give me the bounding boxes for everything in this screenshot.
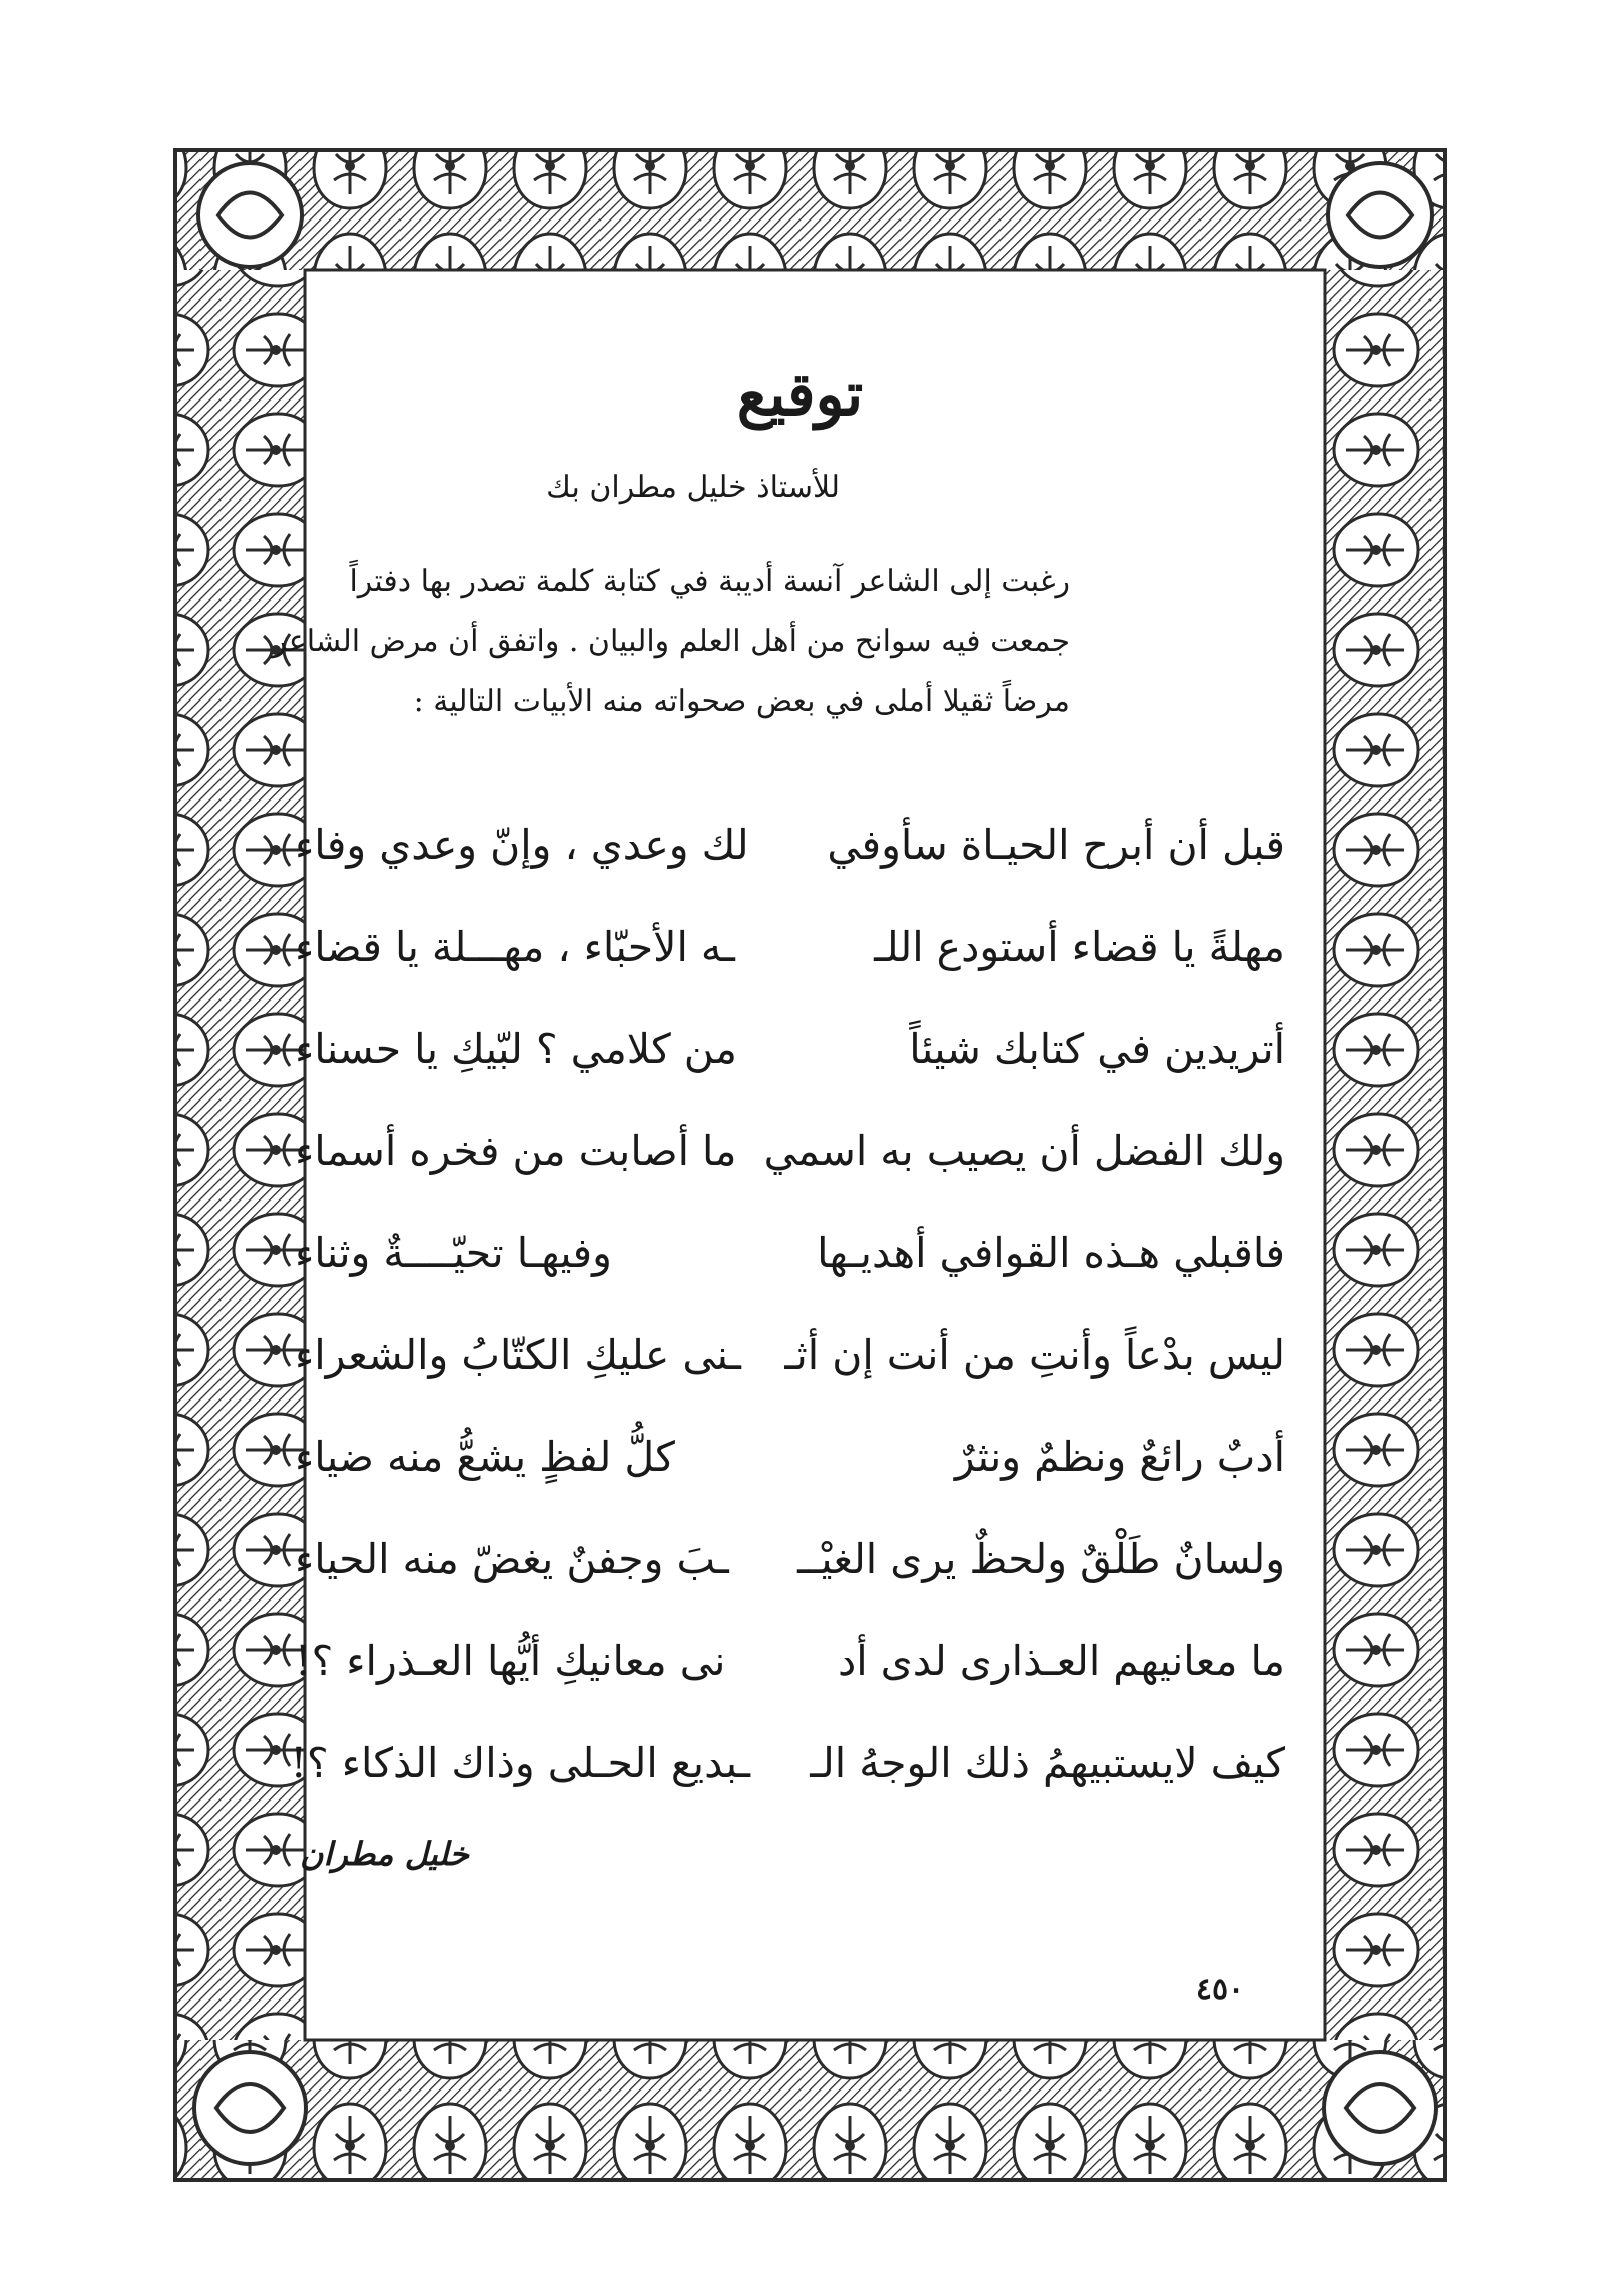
verse	[290, 1718, 1285, 1808]
verse	[295, 902, 1285, 992]
verse	[295, 1616, 1285, 1706]
verse-first-hemistich: ليس بدْعاً وأنتِ من أنت إن أثـ	[784, 1331, 1285, 1379]
verse-second-hemistich: لك وعدي ، وإنّ وعدي وفاء	[295, 821, 749, 869]
verse-second-hemistich: ـبديع الحـلى وذاك الذكاء ؟!	[290, 1739, 750, 1787]
verse-first-hemistich: فاقبلي هـذه القوافي أهديـها	[817, 1229, 1285, 1277]
verse	[295, 1514, 1285, 1604]
verse-first-hemistich: قبل أن أبرح الحيـاة سأوفي	[827, 821, 1285, 869]
verse	[295, 1004, 1285, 1094]
verse-second-hemistich: كلُّ لفظٍ يشعُّ منه ضياء	[295, 1433, 675, 1481]
verse-first-hemistich: ولك الفضل أن يصيب به اسمي	[763, 1127, 1285, 1175]
verse-second-hemistich: ما أصابت من فخره أسماء	[295, 1127, 737, 1175]
verse-second-hemistich: ـه الأحبّاء ، مهـــلة يا قضاء	[295, 923, 735, 971]
intro-line: مرضاً ثقيلا أملى في بعض صحواته منه الأبيات التالية :	[413, 684, 1070, 719]
verse-first-hemistich: ولسانٌ طَلْقٌ ولحظٌ يرى الغيْــ	[797, 1535, 1285, 1583]
verse	[295, 1412, 1285, 1502]
verse-second-hemistich: ـنى عليكِ الكتّابُ والشعراء	[295, 1331, 741, 1379]
page-number: ٤٥٠	[1195, 1972, 1245, 2007]
verse-first-hemistich: أتريدين في كتابك شيئاً	[909, 1025, 1285, 1073]
verse-first-hemistich: مهلةً يا قضاء أستودع اللـ	[874, 923, 1285, 971]
verse-second-hemistich: وفيهـا تحيّــــةٌ وثناء	[295, 1229, 612, 1277]
verse-second-hemistich: من كلامي ؟ لبّيكِ يا حسناء	[295, 1025, 737, 1073]
intro-line: رغبت إلى الشاعر آنسة أديبة في كتابة كلمة تصدر بها دفتراً	[349, 564, 1070, 599]
verse-first-hemistich: أدبٌ رائعٌ ونظمٌ ونثرٌ	[954, 1433, 1285, 1481]
verse-first-hemistich: كيف لايستبيهمُ ذلك الوجهُ الـ	[810, 1739, 1285, 1787]
verse-first-hemistich: ما معانيهم العـذارى لدى أد	[837, 1637, 1285, 1685]
verse	[295, 1208, 1285, 1298]
author-signature: خليل مطران	[300, 1835, 469, 1873]
verse-second-hemistich: ـبَ وجفنٌ يغضّ منه الحياء	[295, 1535, 729, 1583]
verse-second-hemistich: نى معانيكِ أيُّها العـذراء ؟!	[295, 1637, 726, 1685]
verse	[295, 1106, 1285, 1196]
page-title: توقيع	[736, 360, 864, 430]
intro-line: جمعت فيه سوانح من أهل العلم والبيان . واتفق أن مرض الشاعر	[272, 624, 1070, 659]
verse	[295, 800, 1285, 890]
author-subtitle: للأستاذ خليل مطران بك	[546, 470, 840, 505]
verse	[295, 1310, 1285, 1400]
